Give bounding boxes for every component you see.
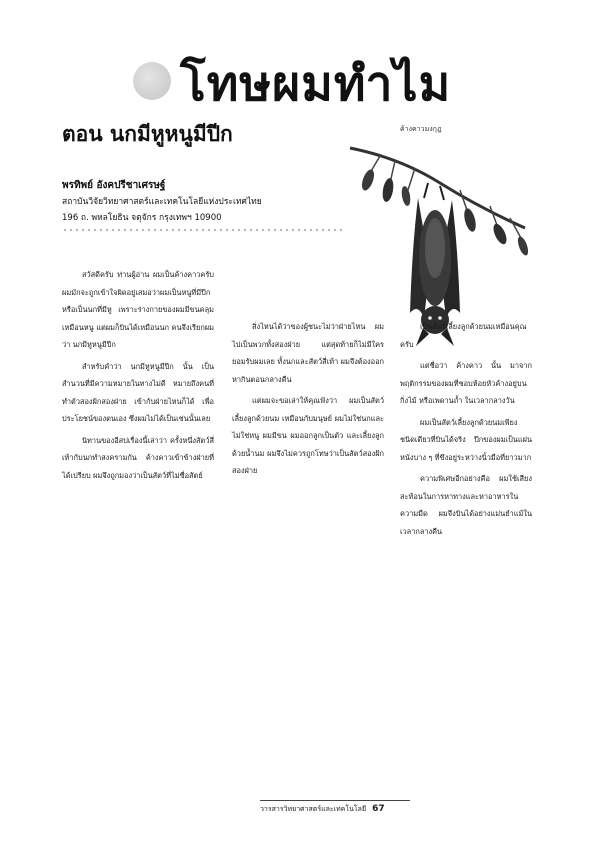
article-subtitle: ตอน นกมีหูหนูมีปีก — [62, 122, 233, 146]
paragraph: ความพิเศษอีกอย่างคือ ผมใช้เสียงสะท้อนในการหาทางและหาอาหารในความมืด ผมจึงบินได้อย่างแม่นยำแม้ในเวลากลางคืน — [400, 474, 532, 536]
text-column-3 — [400, 318, 532, 821]
footer-rule — [260, 800, 410, 801]
paragraph: สำหรับคำว่า นกมีหูหนูมีปีก นั้น เป็นสำนวนที่มีความหมายในทางไม่ดี หมายถึงคนที่ทำตัวสองฝักสองฝ่าย เข้ากับฝ่ายไหนก็ได้ เพื่อประโยชน์ของตนเอง ซึ่งผมไม่ได้เป็นเช่นนั้นเลย — [62, 361, 214, 423]
magazine-name: วารสารวิทยาศาสตร์และเทคโนโลยี — [260, 805, 367, 813]
page-number: 67 — [372, 804, 385, 814]
section-logo-icon — [133, 62, 171, 100]
paragraph: แต่ชื่อว่า ค้างคาว นั้น มาจากพฤติกรรมของผมที่ชอบห้อยหัวค้างอยู่บนกิ่งไม้ หรือเพดานถ้ำ ในเวลากลางวัน — [400, 361, 532, 405]
footer-text — [260, 803, 540, 815]
paragraph: แต่ผมจะขอเล่าให้คุณฟังว่า ผมเป็นสัตว์เลี้ยงลูกด้วยนม เหมือนกับมนุษย์ ผมไม่ใช่นกและไม่ใช่หนู ผมมีขน ผมออกลูกเป็นตัว และเลี้ยงลูกด้วยน้ำนม ผมจึงไม่ควรถูกโทษว่าเป็นสัตว์สองฝักสองฝ่าย — [232, 396, 384, 475]
author-name: พรทิพย์ อังคปรีชาเศรษฐ์ — [62, 180, 166, 191]
author-address: 196 ถ. พหลโยธิน จตุจักร กรุงเทพฯ 10900 — [62, 213, 222, 223]
paragraph: นิทานของอีสปเรื่องนี้เล่าว่า ครั้งหนึ่งสัตว์สี่เท้ากับนกทำสงครามกัน ค้างคาวเข้าข้างฝ่ายที่ได้เปรียบ ผมจึงถูกมองว่าเป็นสัตว์ที่ไม่ซื่อสัตย์ — [62, 435, 214, 480]
paragraph: เป็นสัตว์เลี้ยงลูกด้วยนมเหมือนคุณครับ — [400, 322, 527, 349]
text-column-2 — [232, 318, 384, 821]
paragraph: สิ่งไหนได้ว่าของผู้ชนะไม่ว่าฝ่ายไหน ผมไปเป็นพวกทั้งสองฝ่าย แต่สุดท้ายก็ไม่มีใครยอมรับผมเลย ทั้งนกและสัตว์สี่เท้า ผมจึงต้องออกหากินตอนกลางคืน — [232, 322, 384, 384]
paragraph: ผมเป็นสัตว์เลี้ยงลูกด้วยนมเพียงชนิดเดียวที่บินได้จริง ปีกของผมเป็นแผ่นหนังบาง ๆ ที่ขึงอยู่ระหว่างนิ้วมือที่ยาวมาก — [400, 417, 532, 462]
paragraph: สวัสดีครับ ท่านผู้อ่าน ผมเป็นค้างคาวครับ ผมมักจะถูกเข้าใจผิดอยู่เสมอว่าผมเป็นหนูที่มีปีก หรือเป็นนกที่มีหู เพราะร่างกายของผมมีขนคลุมเหมือนหนู แต่ผมก็บินได้เหมือนนก คนจึงเรียกผมว่า นกมีหูหนูมีปีก — [62, 270, 214, 349]
author-block — [62, 178, 342, 226]
article-main-title: โทษผมทำไม — [180, 56, 452, 112]
page-footer — [260, 800, 560, 820]
dotted-divider — [62, 228, 342, 232]
author-affiliation: สถาบันวิจัยวิทยาศาสตร์และเทคโนโลยีแห่งประเทศไทย — [62, 197, 262, 207]
image-caption: ค้างคาวมงกุฎ — [400, 125, 442, 133]
text-column-1 — [62, 266, 214, 821]
